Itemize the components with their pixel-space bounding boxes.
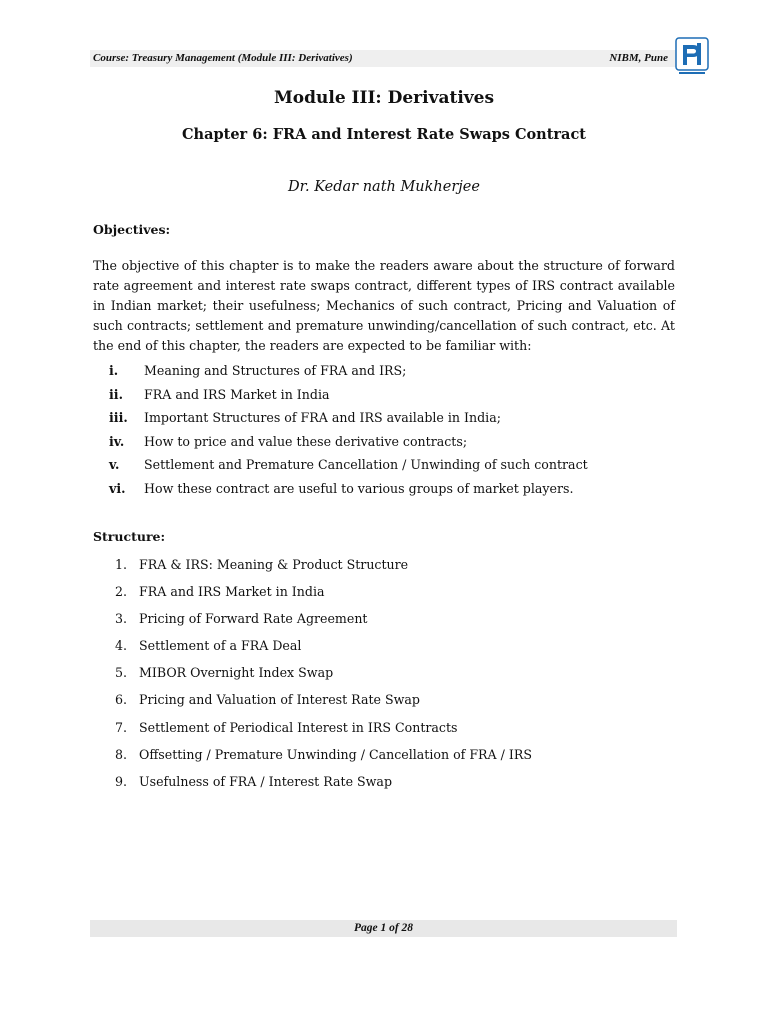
list-item-text: How these contract are useful to various groups of market players. [144, 480, 574, 496]
page-footer [90, 920, 677, 937]
list-item-text: Offsetting / Premature Unwinding / Cancellation of FRA / IRS [139, 746, 532, 762]
list-marker: ii. [109, 386, 123, 402]
list-item [115, 555, 532, 582]
list-item-text: FRA and IRS Market in India [144, 386, 330, 402]
list-item [115, 772, 532, 799]
list-item [115, 745, 532, 772]
list-marker: iv. [109, 433, 125, 449]
list-marker: vi. [109, 480, 126, 496]
list-marker: 6. [115, 692, 128, 708]
list-marker: i. [109, 363, 119, 378]
list-item-text: Settlement and Premature Cancellation / Unwinding of such contract [144, 457, 588, 472]
list-marker: iii. [109, 410, 128, 425]
list-item [115, 663, 532, 690]
course-title: Course: Treasury Management (Module III: Derivatives) [93, 52, 353, 64]
page-number: Page 1 of 28 [353, 922, 414, 934]
list-item [109, 432, 588, 456]
nibm-logo-icon [675, 37, 709, 75]
list-marker: 2. [115, 584, 128, 600]
list-marker: 9. [115, 773, 128, 789]
list-item-text: How to price and value these derivative contracts; [144, 433, 468, 449]
list-marker: 4. [115, 638, 128, 654]
list-item [109, 479, 588, 503]
objectives-paragraph: The objective of this chapter is to make the readers aware about the structure of forward rate agreement and interest rate swaps contract, different types of IRS contract available in Indian market; their usefulness; Mechanics of such contract, Pricing and Valuation of such contracts; settlement and premature unwinding/cancellation of such contract, etc. At the end of this chapter, the readers are expected to be familiar with: [93, 258, 675, 353]
list-item-text: Settlement of a FRA Deal [139, 638, 302, 654]
chapter-title: Chapter 6: FRA and Interest Rate Swaps Contract [182, 126, 586, 143]
list-item-text: Settlement of Periodical Interest in IRS Contracts [139, 719, 458, 735]
list-item [109, 408, 588, 432]
list-item-text: Pricing and Valuation of Interest Rate Swap [139, 692, 420, 708]
list-item [109, 385, 588, 409]
objectives-heading: Objectives: [93, 222, 171, 237]
list-item-text: Important Structures of FRA and IRS available in India; [144, 410, 501, 425]
author-name: Dr. Kedar nath Mukherjee [288, 179, 480, 195]
list-marker: 7. [115, 719, 128, 735]
list-item [109, 455, 588, 479]
list-item [115, 718, 532, 745]
structure-list [115, 555, 532, 799]
list-item [115, 609, 532, 636]
list-item [115, 690, 532, 717]
list-item-text: MIBOR Overnight Index Swap [139, 665, 334, 681]
list-item [109, 361, 588, 385]
structure-heading: Structure: [93, 529, 166, 544]
list-item [115, 582, 532, 609]
institution-name: NIBM, Pune [609, 52, 668, 64]
objectives-list [109, 361, 588, 502]
page-header [90, 50, 676, 67]
list-marker: v. [109, 457, 120, 472]
list-item-text: Meaning and Structures of FRA and IRS; [144, 363, 407, 378]
list-item-text: FRA & IRS: Meaning & Product Structure [139, 557, 409, 572]
list-marker: 3. [115, 611, 128, 627]
list-marker: 8. [115, 746, 128, 762]
list-marker: 5. [115, 665, 128, 681]
module-title: Module III: Derivatives [273, 88, 495, 108]
list-item-text: Usefulness of FRA / Interest Rate Swap [139, 773, 393, 789]
list-item-text: FRA and IRS Market in India [139, 584, 325, 600]
list-item [115, 636, 532, 663]
list-item-text: Pricing of Forward Rate Agreement [139, 611, 368, 627]
list-marker: 1. [115, 557, 128, 572]
